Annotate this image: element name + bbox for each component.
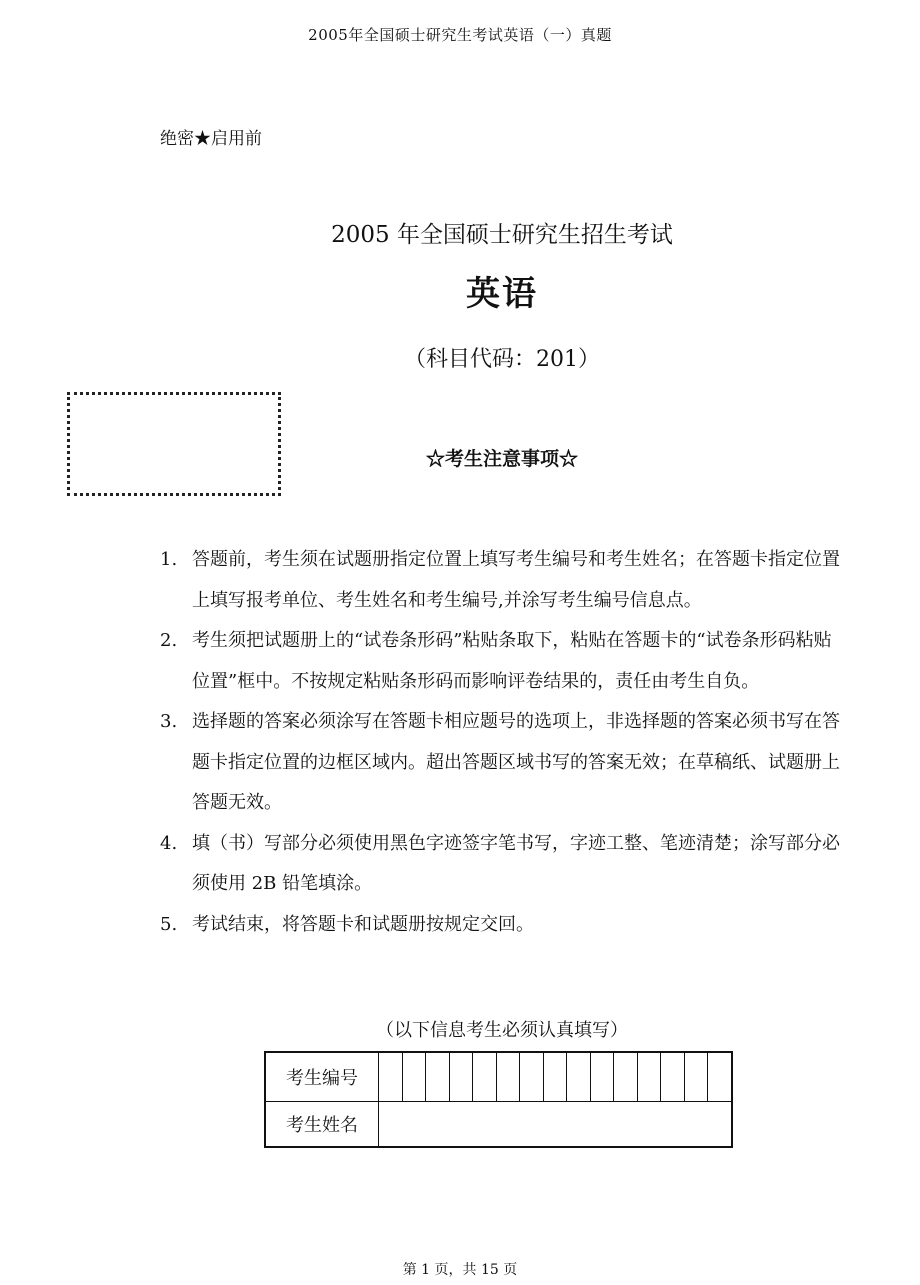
confidential-mark: 绝密★启用前 — [160, 129, 262, 149]
fill-in-note: （以下信息考生必须认真填写） — [376, 1020, 628, 1041]
instruction-item — [160, 702, 840, 824]
candidate-info-table — [264, 1051, 733, 1148]
instruction-item — [160, 540, 840, 621]
exam-title: 2005 年全国硕士研究生招生考试 — [331, 222, 673, 248]
instruction-text: 选择题的答案必须涂写在答题卡相应题号的选项上，非选择题的答案必须书写在答题卡指定位置的边框区域内。超出答题区域书写的答案无效；在草稿纸、试题册上答题无效。 — [192, 711, 840, 813]
subject-code: （科目代码：201） — [404, 347, 600, 372]
candidate-id-digit-box[interactable] — [402, 1052, 426, 1102]
candidate-id-label: 考生编号 — [265, 1052, 379, 1102]
instruction-number: 2. — [160, 630, 178, 651]
candidate-id-digit-box[interactable] — [708, 1052, 732, 1102]
candidate-id-digit-box[interactable] — [379, 1052, 403, 1102]
candidate-id-row — [265, 1052, 732, 1102]
running-header: 2005年全国硕士研究生考试英语（一）真题 — [308, 26, 612, 44]
instruction-text: 考试结束，将答题卡和试题册按规定交回。 — [192, 913, 534, 935]
instruction-number: 3. — [160, 711, 178, 732]
candidate-id-digit-box[interactable] — [614, 1052, 638, 1102]
instruction-number: 4. — [160, 832, 178, 854]
instructions-list — [160, 540, 840, 945]
candidate-id-digit-box[interactable] — [684, 1052, 708, 1102]
subject-title: 英语 — [466, 274, 538, 314]
instruction-text: 填（书）写部分必须使用黑色字迹签字笔书写，字迹工整、笔迹清楚；涂写部分必须使用 2B 铅笔填涂。 — [192, 832, 840, 894]
candidate-name-row — [265, 1102, 732, 1148]
instruction-text: 答题前，考生须在试题册指定位置上填写考生编号和考生姓名；在答题卡指定位置上填写报考单位、考生姓名和考生编号,并涂写考生编号信息点。 — [192, 549, 840, 611]
page-footer: 第 1 页，共 15 页 — [402, 1262, 518, 1278]
instruction-item — [160, 621, 840, 702]
candidate-id-digit-box[interactable] — [426, 1052, 450, 1102]
instruction-text: 考生须把试题册上的“试卷条形码”粘贴条取下，粘贴在答题卡的“试卷条形码粘贴位置”框中。不按规定粘贴条形码而影响评卷结果的，责任由考生自负。 — [192, 630, 832, 692]
candidate-id-digit-box[interactable] — [567, 1052, 591, 1102]
candidate-id-digit-box[interactable] — [520, 1052, 544, 1102]
candidate-id-digit-box[interactable] — [496, 1052, 520, 1102]
candidate-id-digit-box[interactable] — [590, 1052, 614, 1102]
notice-title: ☆考生注意事项☆ — [425, 448, 578, 470]
instruction-item — [160, 905, 840, 946]
candidate-name-field[interactable] — [379, 1102, 732, 1148]
instruction-number: 5. — [160, 913, 178, 935]
candidate-id-digit-box[interactable] — [637, 1052, 661, 1102]
instruction-item — [160, 824, 840, 905]
instruction-number: 1. — [160, 549, 178, 570]
candidate-name-label: 考生姓名 — [265, 1102, 379, 1148]
candidate-id-digit-box[interactable] — [661, 1052, 685, 1102]
candidate-id-digit-box[interactable] — [543, 1052, 567, 1102]
candidate-id-digit-box[interactable] — [449, 1052, 473, 1102]
candidate-id-digit-box[interactable] — [473, 1052, 497, 1102]
